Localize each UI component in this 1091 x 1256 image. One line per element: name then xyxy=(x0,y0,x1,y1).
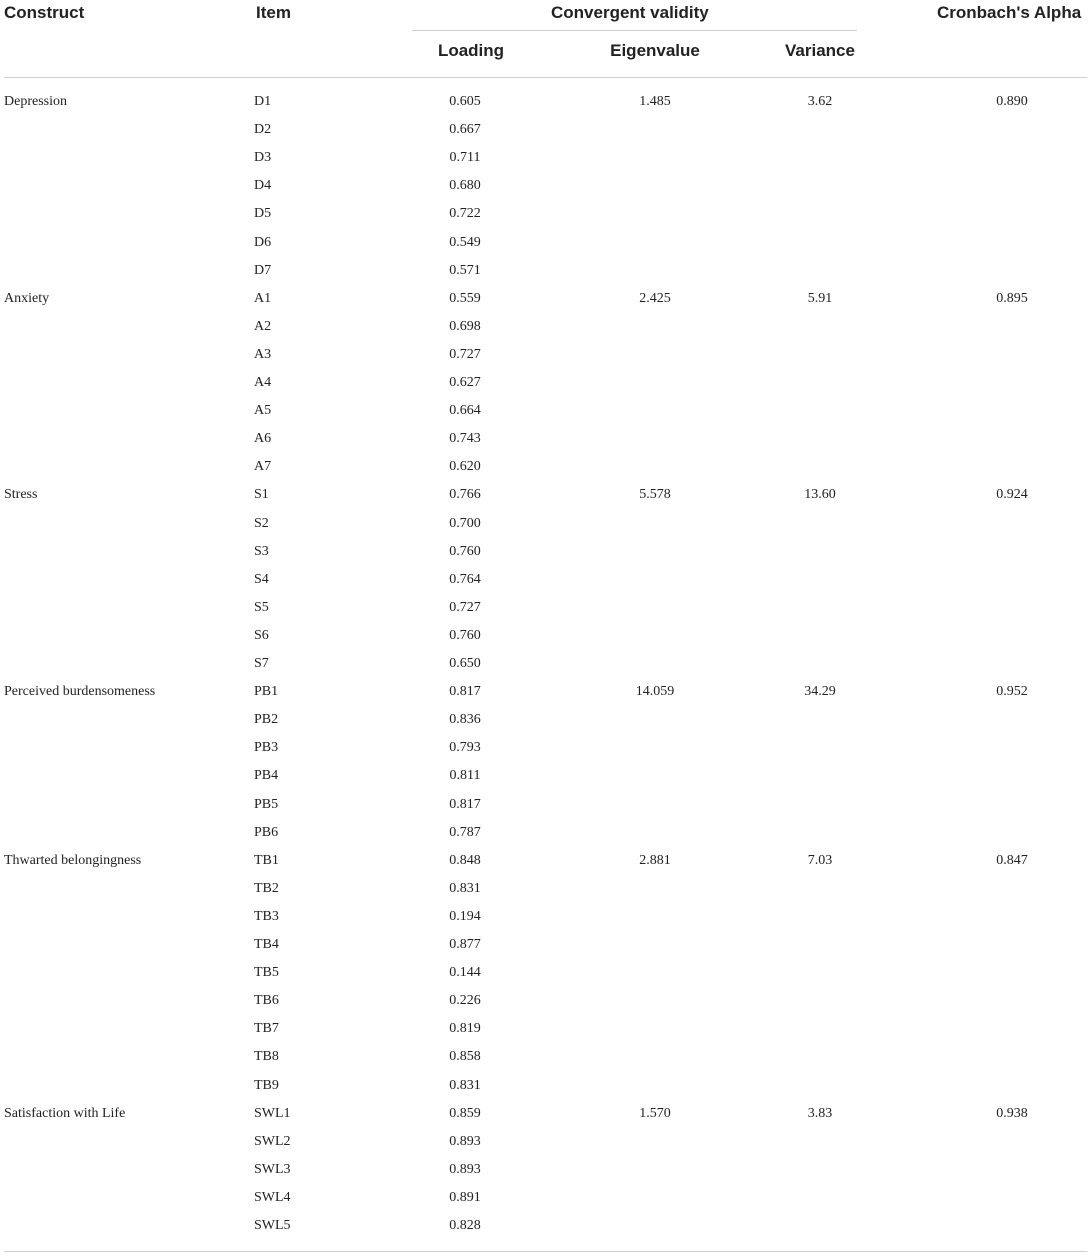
eigenvalue-value: 14.059 xyxy=(635,684,675,699)
loading-value: 0.859 xyxy=(449,1106,481,1121)
loading-value: 0.700 xyxy=(449,516,481,531)
variance-value: 3.83 xyxy=(807,1106,833,1121)
item-code: SWL1 xyxy=(254,1106,291,1121)
variance-value: 7.03 xyxy=(807,853,833,868)
construct-label: Thwarted belongingness xyxy=(4,853,142,868)
loading-value: 0.848 xyxy=(449,853,481,868)
loading-value: 0.819 xyxy=(449,1021,481,1036)
item-code: S6 xyxy=(254,628,269,643)
loading-value: 0.787 xyxy=(449,825,481,840)
loading-value: 0.760 xyxy=(449,628,481,643)
cronbachs-alpha-value: 0.895 xyxy=(996,291,1028,306)
loading-value: 0.571 xyxy=(449,263,481,278)
loading-value: 0.858 xyxy=(449,1049,481,1064)
eigenvalue-value: 1.485 xyxy=(639,94,671,109)
variance-value: 13.60 xyxy=(804,487,836,502)
variance-value: 34.29 xyxy=(804,684,836,699)
item-code: TB1 xyxy=(254,853,279,868)
construct-label: Stress xyxy=(4,487,38,502)
item-code: TB5 xyxy=(254,965,279,980)
item-code: TB6 xyxy=(254,993,279,1008)
item-code: PB3 xyxy=(254,740,279,755)
item-code: D7 xyxy=(254,263,272,278)
cronbachs-alpha-value: 0.952 xyxy=(996,684,1028,699)
item-code: S5 xyxy=(254,600,269,615)
item-code: TB7 xyxy=(254,1021,279,1036)
item-code: PB1 xyxy=(254,684,279,699)
loading-value: 0.766 xyxy=(449,487,481,502)
item-code: D1 xyxy=(254,94,272,109)
item-code: SWL2 xyxy=(254,1134,291,1149)
item-code: SWL5 xyxy=(254,1218,291,1233)
loading-value: 0.144 xyxy=(449,965,481,980)
item-code: PB4 xyxy=(254,768,279,783)
item-code: TB9 xyxy=(254,1078,279,1093)
cronbachs-alpha-value: 0.924 xyxy=(996,487,1028,502)
item-code: D4 xyxy=(254,178,272,193)
loading-value: 0.226 xyxy=(449,993,481,1008)
cronbachs-alpha-value: 0.847 xyxy=(996,853,1028,868)
item-code: TB2 xyxy=(254,881,279,896)
eigenvalue-value: 1.570 xyxy=(639,1106,671,1121)
loading-value: 0.817 xyxy=(449,797,481,812)
construct-label: Satisfaction with Life xyxy=(4,1106,126,1121)
header-construct: Construct xyxy=(4,3,85,22)
loading-value: 0.698 xyxy=(449,319,481,334)
item-code: A7 xyxy=(254,459,272,474)
item-code: SWL4 xyxy=(254,1190,291,1205)
item-code: A6 xyxy=(254,431,272,446)
eigenvalue-value: 5.578 xyxy=(639,487,671,502)
item-code: A5 xyxy=(254,403,272,418)
item-code: S4 xyxy=(254,572,269,587)
construct-label: Perceived burdensomeness xyxy=(4,684,156,699)
header-eigenvalue: Eigenvalue xyxy=(610,41,700,60)
loading-value: 0.650 xyxy=(449,656,481,671)
cronbachs-alpha-value: 0.890 xyxy=(996,94,1028,109)
loading-value: 0.893 xyxy=(449,1162,481,1177)
loading-value: 0.877 xyxy=(449,937,481,952)
item-code: A1 xyxy=(254,291,272,306)
loading-value: 0.817 xyxy=(449,684,481,699)
loading-value: 0.727 xyxy=(449,600,481,615)
loading-value: 0.811 xyxy=(449,768,481,783)
loading-value: 0.194 xyxy=(449,909,481,924)
construct-label: Anxiety xyxy=(4,291,50,306)
item-code: TB4 xyxy=(254,937,279,952)
item-code: S3 xyxy=(254,544,269,559)
header-variance: Variance xyxy=(785,41,855,60)
eigenvalue-value: 2.425 xyxy=(639,291,671,306)
loading-value: 0.893 xyxy=(449,1134,481,1149)
loading-value: 0.831 xyxy=(449,1078,481,1093)
item-code: PB2 xyxy=(254,712,279,727)
loading-value: 0.727 xyxy=(449,347,481,362)
loading-value: 0.559 xyxy=(449,291,481,306)
header-cronbachs-alpha: Cronbach's Alpha xyxy=(937,3,1082,22)
header-item: Item xyxy=(256,3,291,22)
header-loading: Loading xyxy=(437,41,505,60)
loading-value: 0.831 xyxy=(449,881,481,896)
loading-value: 0.667 xyxy=(449,122,481,137)
item-code: S2 xyxy=(254,516,269,531)
convergent-underline xyxy=(412,30,857,31)
item-code: PB5 xyxy=(254,797,279,812)
item-code: S7 xyxy=(254,656,269,671)
item-code: D6 xyxy=(254,235,272,250)
item-code: D3 xyxy=(254,150,272,165)
loading-value: 0.764 xyxy=(449,572,481,587)
eigenvalue-value: 2.881 xyxy=(639,853,671,868)
loading-value: 0.549 xyxy=(449,235,481,250)
loading-value: 0.743 xyxy=(449,431,481,446)
variance-value: 3.62 xyxy=(807,94,833,109)
cronbachs-alpha-value: 0.938 xyxy=(996,1106,1028,1121)
item-code: SWL3 xyxy=(254,1162,291,1177)
item-code: PB6 xyxy=(254,825,279,840)
loading-value: 0.828 xyxy=(449,1218,481,1233)
item-code: TB3 xyxy=(254,909,279,924)
item-code: A4 xyxy=(254,375,272,390)
header-bottom-rule xyxy=(4,77,1087,78)
loading-value: 0.836 xyxy=(449,712,481,727)
loading-value: 0.722 xyxy=(449,206,481,221)
item-code: D5 xyxy=(254,206,272,221)
header-convergent-validity: Convergent validity xyxy=(551,3,709,22)
table-bottom-rule xyxy=(4,1251,1087,1252)
loading-value: 0.760 xyxy=(449,544,481,559)
item-code: S1 xyxy=(254,487,269,502)
item-code: D2 xyxy=(254,122,272,137)
loading-value: 0.891 xyxy=(449,1190,481,1205)
loading-value: 0.627 xyxy=(449,375,481,390)
loading-value: 0.605 xyxy=(449,94,481,109)
loading-value: 0.680 xyxy=(449,178,481,193)
loading-value: 0.664 xyxy=(449,403,481,418)
loading-value: 0.620 xyxy=(449,459,481,474)
loading-value: 0.793 xyxy=(449,740,481,755)
item-code: A3 xyxy=(254,347,272,362)
construct-label: Depression xyxy=(4,94,67,109)
variance-value: 5.91 xyxy=(807,291,833,306)
item-code: A2 xyxy=(254,319,272,334)
item-code: TB8 xyxy=(254,1049,279,1064)
loading-value: 0.711 xyxy=(449,150,481,165)
